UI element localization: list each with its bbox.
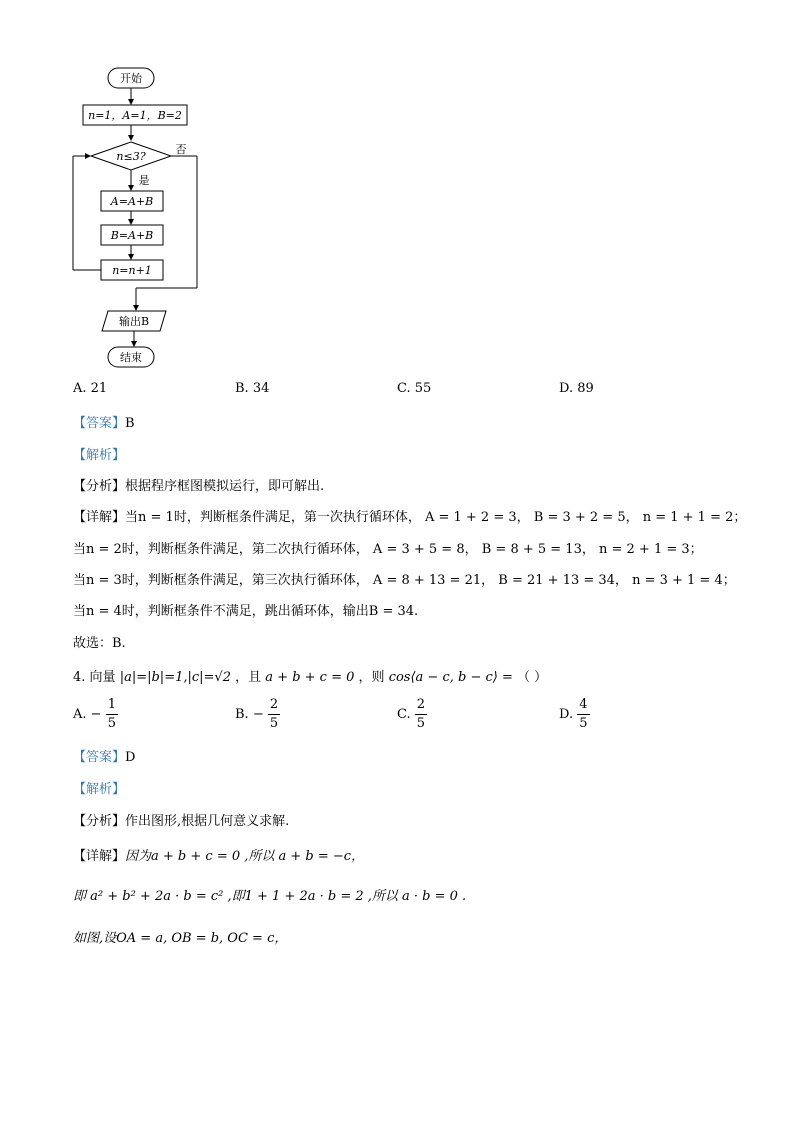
q4-stem-d: a + b + c = 0: [265, 670, 355, 685]
q4-stem-a: 向量: [89, 670, 116, 685]
q4-option-b: [235, 696, 280, 733]
fenxi-text: 根据程序框图模拟运行，即可解出.: [125, 479, 325, 494]
q3-option-d: D. 89: [559, 381, 594, 396]
q4-paren: （ ）: [517, 670, 548, 685]
init-label: n=1，A=1，B=2: [88, 109, 182, 122]
q3-fenxi: [73, 475, 324, 494]
q4-analysis-tag: 【解析】: [73, 782, 126, 797]
answer-tag: 【答案】: [73, 750, 126, 765]
fraction-denominator: 5: [579, 716, 588, 731]
answer-tag: 【答案】: [73, 416, 126, 431]
q3-detail-line-3: 当n = 3时，判断框条件满足，第三次执行循环体， A = 8 + 13 = 21， B = 21 + 13 = 34， n = 3 + 1 = 4；: [73, 573, 736, 588]
q3-choose: 故选：B.: [73, 636, 126, 651]
q4-stem-f: cos⟨a − c, b − c⟩ =: [388, 670, 513, 685]
fraction-denominator: 5: [107, 716, 116, 731]
fraction-numerator: 2: [268, 696, 280, 715]
q4-option-a: [73, 696, 118, 733]
q4-stem-c: ，且: [235, 670, 262, 685]
q4-detail-line-2: 即 a² + b² + 2a · b = c² ,即1 + 1 + 2a · b = 2 ,所以 a · b = 0 .: [73, 889, 467, 904]
option-fraction: [268, 696, 280, 733]
condition-label: n≤3?: [116, 150, 146, 163]
q4-stem-b: |a|=|b|=1,|c|=√2: [119, 670, 231, 685]
option-sign: −: [252, 707, 264, 722]
q3-detail-line-2: 当n = 2时，判断框条件满足，第二次执行循环体， A = 3 + 5 = 8， B = 8 + 5 = 13， n = 2 + 1 = 3；: [73, 542, 703, 557]
step3-label: n=n+1: [112, 264, 152, 277]
fraction-numerator: 4: [577, 696, 589, 715]
q4-detail-line-1: [73, 845, 364, 864]
q3-option-c: C. 55: [397, 381, 432, 396]
step2-label: B=A+B: [110, 229, 154, 242]
q4-stem-e: ，则: [358, 670, 385, 685]
option-label: C.: [397, 707, 411, 722]
q3-detail-line-4: 当n = 4时，判断框条件不满足，跳出循环体，输出B = 34.: [73, 604, 419, 619]
q4-answer: [73, 746, 135, 765]
option-fraction: [577, 696, 589, 733]
yes-label: 是: [138, 174, 150, 187]
q3-detail-line-1: [73, 506, 746, 525]
q4-detail-line-3: 如图,设OA = a, OB = b, OC = c，: [73, 931, 288, 946]
option-label: B.: [235, 707, 249, 722]
answer-value: B: [125, 416, 135, 431]
detail-text: 当n = 1时，判断框条件满足，第一次执行循环体， A = 1 + 2 = 3， B = 3 + 2 = 5， n = 1 + 1 = 2；: [125, 510, 747, 525]
fenxi-text: 作出图形,根据几何意义求解.: [125, 814, 290, 829]
option-fraction: [415, 696, 427, 733]
option-sign: −: [90, 707, 102, 722]
detail-text: 因为a + b + c = 0 ,所以 a + b = −c，: [125, 849, 365, 864]
q3-option-b: B. 34: [235, 381, 270, 396]
option-label: A.: [73, 707, 87, 722]
no-label: 否: [175, 143, 187, 156]
q3-answer: [73, 412, 135, 431]
fenxi-tag: 【分析】: [73, 814, 126, 829]
option-label: D.: [559, 707, 574, 722]
q4-option-c: [397, 696, 427, 733]
xiangjie-tag: 【详解】: [73, 510, 126, 525]
start-label: 开始: [120, 72, 142, 85]
q4-stem: [73, 666, 547, 685]
q4-fenxi: [73, 810, 289, 829]
xiangjie-tag: 【详解】: [73, 849, 126, 864]
fenxi-tag: 【分析】: [73, 479, 126, 494]
fraction-denominator: 5: [416, 716, 426, 731]
q4-number: 4.: [73, 670, 86, 685]
q3-analysis-tag: 【解析】: [73, 448, 126, 463]
q3-option-a: A. 21: [73, 381, 108, 396]
output-label: 输出B: [118, 315, 150, 328]
end-label: 结束: [120, 351, 142, 364]
q4-option-d: [559, 696, 590, 733]
fraction-denominator: 5: [269, 716, 279, 731]
option-fraction: [106, 696, 118, 733]
step1-label: A=A+B: [110, 195, 154, 208]
fraction-numerator: 1: [106, 696, 118, 715]
fraction-numerator: 2: [415, 696, 427, 715]
flowchart: [60, 60, 220, 380]
answer-value: D: [125, 750, 136, 765]
